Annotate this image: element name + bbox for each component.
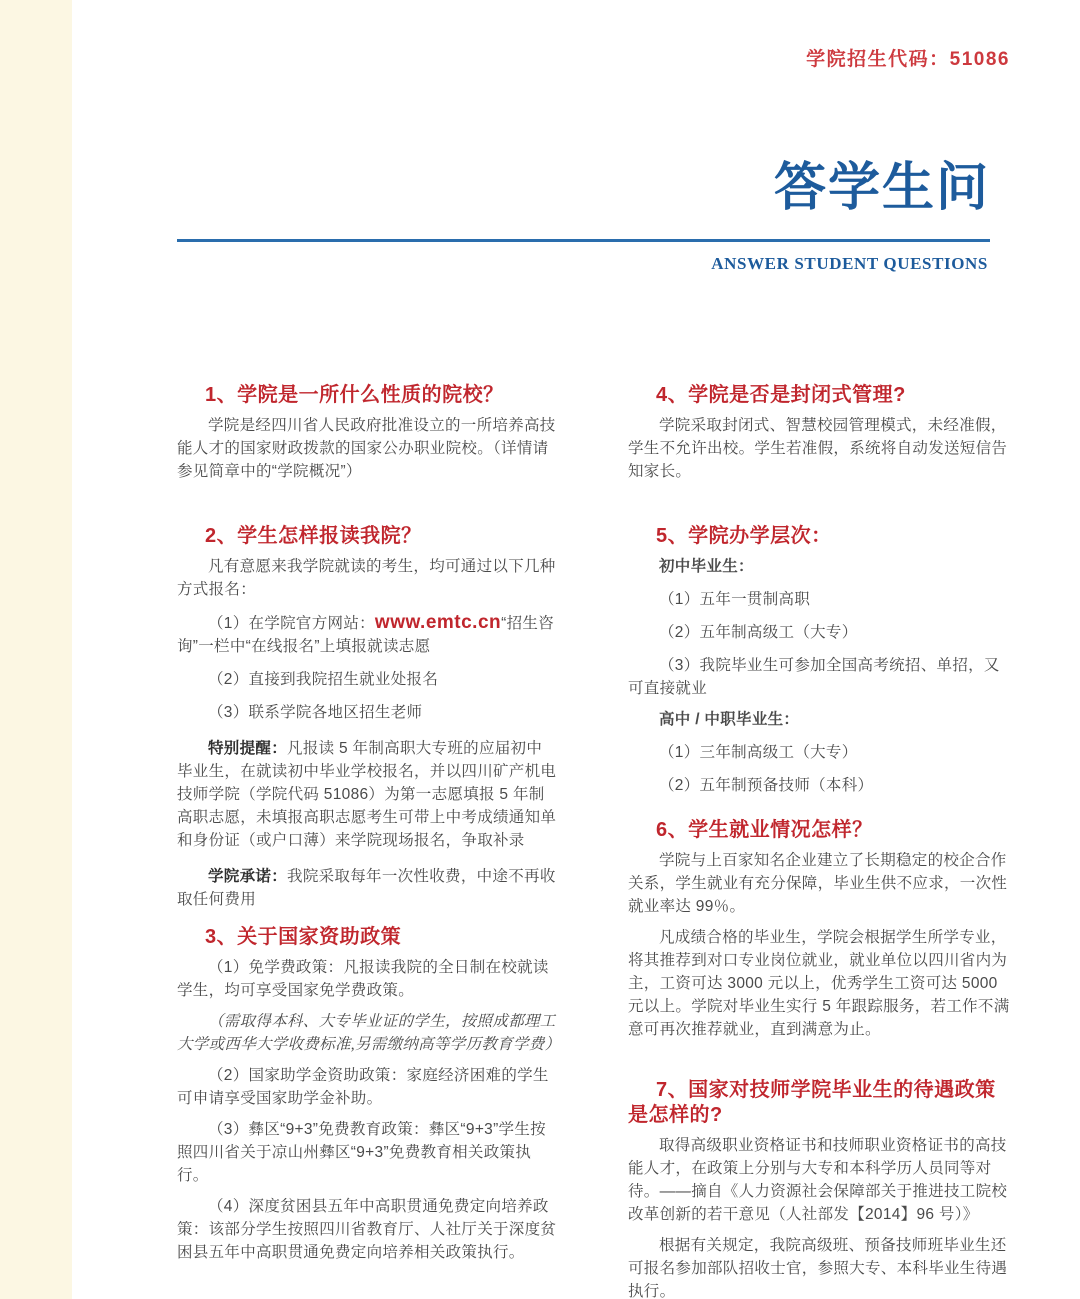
question-6-heading: 6、学生就业情况怎样？ [656,819,873,841]
item-1-text-pre: （1）在学院官方网站： [208,615,375,632]
question-2-item-2: （2）直接到我院招生就业处报名 [208,671,439,688]
question-2-heading: 2、学生怎样报读我院？ [205,525,422,547]
question-6-paragraph-1: 学院与上百家知名企业建立了长期稳定的校企合作关系，学生就业有充分保障，毕业生供不应求，一次性就业率达 99％。 [628,852,1008,915]
question-5-heading: 5、学院办学层次： [656,525,832,547]
page-title: 答学生问 [773,160,990,217]
section-q4 [628,383,1012,483]
question-6-paragraph-2: 凡成绩合格的毕业生，学院会根据学生所学专业，将其推荐到对口专业岗位就业，就业单位以四川省内为主，工资可达 3000 元以上，优秀学生工资可达 5000 元以上。学院对毕业生实行 5 年跟踪服务，若工作不满意可再次推荐就业，直到满意为止。 [628,929,1010,1038]
question-1-answer: 学院是经四川省人民政府批准设立的一所培养高技能人才的国家财政拨款的国家公办职业院校。（详情请参见简章中的“学院概况”） [177,417,556,480]
question-3-item-3: （3）彝区“9+3”免费教育政策：彝区“9+3”学生按照四川省关于凉山州彝区“9+3”免费教育相关政策执行。 [177,1121,546,1184]
question-5-group2-item-1: （1）三年制高级工（大专） [659,744,858,761]
question-2-item-1 [177,611,557,658]
special-reminder [177,737,557,852]
title-divider [177,239,990,242]
college-promise-text: 我院采取每年一次性收费，中途不再收取任何费用 [177,868,556,908]
question-3-item-1: （1）免学费政策：凡报读我院的全日制在校就读学生，均可享受国家免学费政策。 [177,959,549,999]
question-7-heading: 7、国家对技师学院毕业生的待遇政策是怎样的? [628,1079,996,1126]
special-reminder-label: 特别提醒： [208,740,288,757]
question-2-intro: 凡有意愿来我学院就读的考生，均可通过以下几种方式报名： [177,558,556,598]
question-4-answer: 学院采取封闭式、智慧校园管理模式，未经准假，学生不允许出校。学生若准假，系统将自动发送短信告知家长。 [628,417,1008,480]
question-5-group1-item-1: （1）五年一贯制高职 [659,591,811,608]
college-promise [177,865,557,911]
question-5-group1-item-3: （3）我院毕业生可参加全国高考统招、单招，又可直接就业 [628,657,1000,697]
left-margin-strip [0,0,72,1299]
question-7-paragraph-1: 取得高级职业资格证书和技师职业资格证书的高技能人才，在政策上分别与大专和本科学历人员同等对待。——摘自《人力资源社会保障部关于推进技工院校改革创新的若干意见（人社部发【2014】96 号）》 [628,1137,1008,1223]
question-5-group2-item-2: （2）五年制预备技师（本科） [659,777,874,794]
senior-high-graduates-label: 高中 / 中职毕业生： [659,711,800,728]
section-q1 [177,383,557,483]
college-promise-label: 学院承诺： [208,868,288,885]
special-reminder-text: 凡报读 5 年制高职大专班的应届初中毕业生，在就读初中毕业学校报名，并以四川矿产机电技师学院（学院代码 51086）为第一志愿填报 5 年制高职志愿，未填报高职志愿考生可带上中考成绩通知单和身份证（或户口薄）来学院现场报名，争取补录 [177,740,557,849]
section-q2 [177,524,557,911]
admission-code: 学院招生代码：51086 [806,49,1010,70]
question-2-item-3: （3）联系学院各地区招生老师 [208,704,423,721]
question-7-paragraph-2: 根据有关规定，我院高级班、预备技师班毕业生还可报名参加部队招收士官，参照大专、本科毕业生待遇执行。 [628,1237,1008,1299]
junior-high-graduates-label: 初中毕业生： [659,558,754,575]
section-q6 [628,818,1012,1041]
question-3-item-2: （2）国家助学金资助政策：家庭经济困难的学生可申请享受国家助学金补助。 [177,1067,549,1107]
question-4-heading: 4、学院是否是封闭式管理? [656,384,906,406]
question-5-group1-item-2: （2）五年制高级工（大专） [659,624,858,641]
question-3-heading: 3、关于国家资助政策 [205,926,402,948]
question-1-heading: 1、学院是一所什么性质的院校？ [205,384,504,406]
section-q7 [628,1078,1012,1299]
section-q3 [177,925,561,1264]
question-3-item-4: （4）深度贫困县五年中高职贯通免费定向培养政策：该部分学生按照四川省教育厅、人社厅关于深度贫困县五年中高职贯通免费定向培养相关政策执行。 [177,1198,557,1261]
item-1-text-post: “招生咨询”一栏中“在线报名”上填报就读志愿 [177,615,555,655]
tuition-note: （需取得本科、大专毕业证的学生，按照成都理工大学或西华大学收费标准,另需缴纳高等学历教育学费） [177,1013,561,1053]
section-q5 [628,524,1012,797]
website-url: www.emtc.cn [374,612,502,633]
page-subtitle: ANSWER STUDENT QUESTIONS [711,254,988,273]
